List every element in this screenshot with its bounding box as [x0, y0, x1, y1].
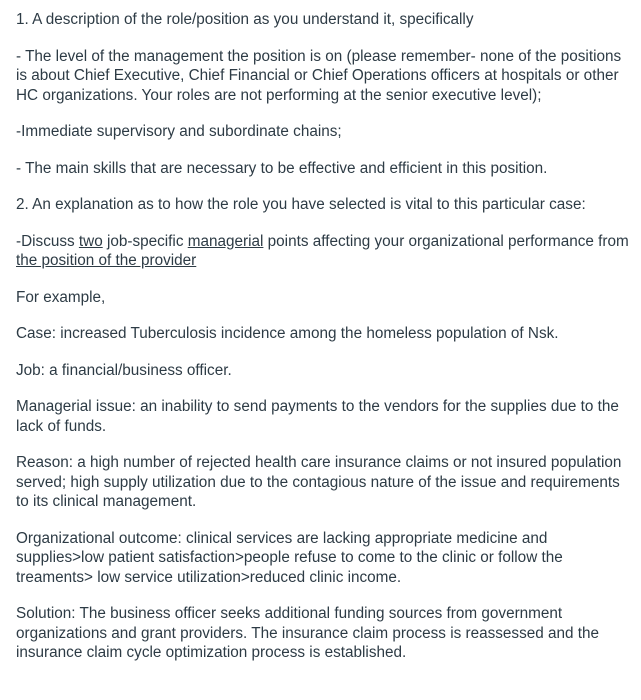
discuss-text-3: points affecting your organizational performance from [263, 232, 629, 250]
paragraph-solution: Solution: The business officer seeks additional funding sources from government organizations and grant providers. The insurance claim process is reassessed and the insurance claim cycle optimization process is established. [16, 605, 600, 661]
underlined-provider-position: the position of the provider [16, 252, 197, 269]
paragraph-main-skills: - The main skills that are necessary to be effective and efficient in this position. [16, 159, 548, 177]
paragraph-for-example: For example, [16, 288, 106, 306]
paragraph-management-level: - The level of the management the position is on (please remember- none of the positions is about Chief Executive, Chief Financial or Chief Operations officers at hospitals or other HC organizations. Your roles are not performing at the senior executive level); [16, 47, 622, 104]
paragraph-managerial-issue: Managerial issue: an inability to send payments to the vendors for the supplies due to the lack of funds. [16, 398, 619, 435]
discuss-text-1: -Discuss [16, 232, 79, 250]
paragraph-reason: Reason: a high number of rejected health care insurance claims or not insured population served; high supply utilization due to the contagious nature of the issue and requirements to its clinical management. [16, 454, 622, 510]
paragraph-supervisory-chains: -Immediate supervisory and subordinate chains; [16, 123, 342, 140]
paragraph-organizational-outcome: Organizational outcome: clinical services are lacking appropriate medicine and supplies>low patient satisfaction>people refuse to come to the clinic or follow the treaments> low service utilization>reduced clinic income. [16, 529, 563, 586]
paragraph-discuss-points [16, 232, 631, 271]
underlined-two: two [78, 232, 103, 250]
heading-role-description: 1. A description of the role/position as you understand it, specifically [16, 11, 474, 28]
underlined-managerial: managerial [187, 232, 264, 250]
paragraph-job: Job: a financial/business officer. [16, 361, 232, 379]
discuss-text-2: job-specific [102, 232, 188, 250]
heading-role-explanation: 2. An explanation as to how the role you have selected is vital to this particular case: [16, 196, 586, 213]
paragraph-case: Case: increased Tuberculosis incidence among the homeless population of Nsk. [16, 325, 559, 342]
